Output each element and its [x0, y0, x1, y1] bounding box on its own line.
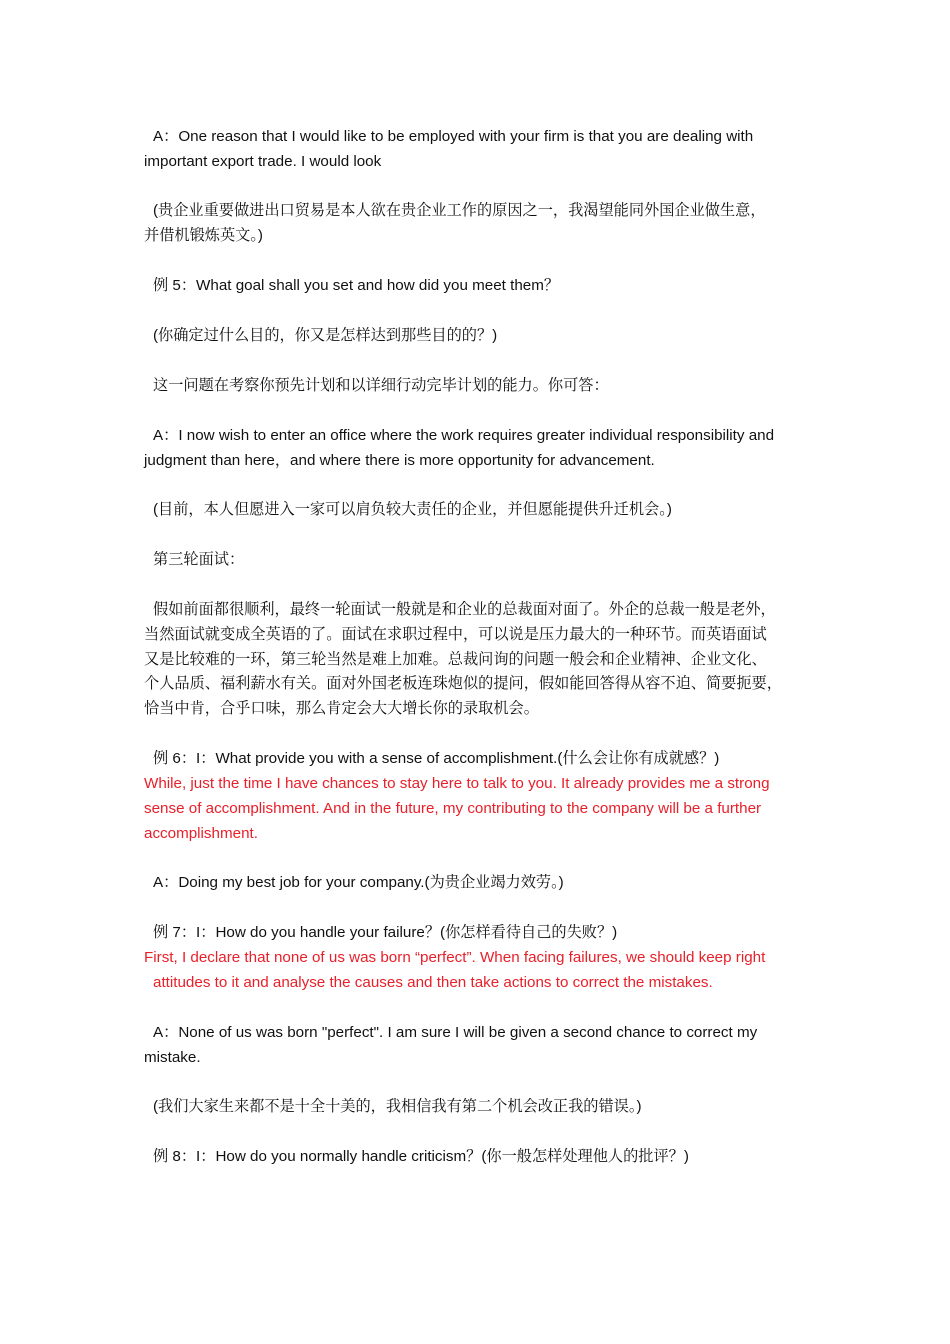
text-line: (你确定过什么目的，你又是怎样达到那些目的的？) [153, 327, 498, 344]
text-line: 例 6：I：What provide you with a sense of accomplishment.(什么会让你有成就感？) [153, 750, 720, 767]
text-line: accomplishment. [144, 824, 258, 842]
text-line: (我们大家生来都不是十全十美的，我相信我有第二个机会改正我的错误。) [153, 1098, 642, 1115]
text-line: (贵企业重要做进出口贸易是本人欲在贵企业工作的原因之一，我渴望能同外国企业做生意， [153, 202, 766, 219]
answer-paragraph [144, 871, 812, 896]
text-line: 例 5：What goal shall you set and how did you meet them？ [153, 277, 560, 294]
commentary-paragraph [144, 374, 812, 399]
text-line: mistake. [144, 1048, 201, 1066]
section-heading [144, 548, 812, 573]
text-line: 当然面试就变成全英语的了。面试在求职过程中，可以说是压力最大的一种环节。而英语面试 [144, 625, 767, 643]
translation-paragraph [144, 199, 812, 249]
question-paragraph [144, 1145, 812, 1170]
text-line: 例 7：I：How do you handle your failure？(你怎样看待自己的失败？) [153, 924, 618, 941]
text-line: First, I declare that none of us was born “perfect”. When facing failures, we should keep right [144, 949, 766, 966]
question-paragraph [144, 747, 812, 772]
text-line: A：One reason that I would like to be employed with your firm is that you are dealing with [153, 128, 754, 145]
text-line: While, just the time I have chances to stay here to talk to you. It already provides me a strong [144, 775, 770, 792]
translation-paragraph [144, 498, 812, 523]
answer-paragraph [144, 424, 812, 474]
text-line: 例 8：I：How do you normally handle criticism？(你一般怎样处理他人的批评？) [153, 1148, 689, 1165]
text-line: A：None of us was born "perfect". I am sure I will be given a second chance to correct my [153, 1024, 758, 1041]
answer-paragraph [144, 125, 812, 175]
text-line: (目前，本人但愿进入一家可以肩负较大责任的企业，并但愿能提供升迁机会。) [153, 501, 672, 518]
text-line: important export trade. I would look [144, 152, 382, 170]
text-line: 个人品质、福利薪水有关。面对外国老板连珠炮似的提问，假如能回答得从容不迫、简要扼要， [144, 675, 782, 693]
question-paragraph [144, 921, 812, 946]
sample-answer-red [144, 772, 812, 846]
text-line: A：I now wish to enter an office where the work requires greater individual responsibility and [153, 427, 775, 444]
translation-paragraph [144, 1095, 812, 1120]
answer-paragraph [144, 1021, 812, 1071]
text-line: A：Doing my best job for your company.(为贵企业竭力效劳。) [153, 874, 564, 891]
sample-answer-red [144, 946, 812, 996]
text-line: 第三轮面试： [153, 551, 245, 568]
translation-paragraph [144, 324, 812, 349]
text-line: 又是比较难的一环，第三轮当然是难上加难。总裁问询的问题一般会和企业精神、企业文化、 [144, 650, 767, 668]
text-line: judgment than here，and where there is more opportunity for advancement. [144, 451, 655, 469]
text-line: 并借机锻炼英文。) [144, 226, 263, 244]
text-line: attitudes to it and analyse the causes and then take actions to correct the mistakes. [153, 973, 713, 991]
text-line: sense of accomplishment. And in the future, my contributing to the company will be a further [144, 799, 762, 817]
text-line: 恰当中肯，合乎口味，那么肯定会大大增长你的录取机会。 [144, 700, 539, 718]
body-paragraph [144, 598, 812, 722]
text-line: 假如前面都很顺利，最终一轮面试一般就是和企业的总裁面对面了。外企的总裁一般是老外， [153, 601, 776, 618]
question-paragraph [144, 274, 812, 299]
text-line: 这一问题在考察你预先计划和以详细行动完毕计划的能力。你可答： [153, 377, 609, 394]
